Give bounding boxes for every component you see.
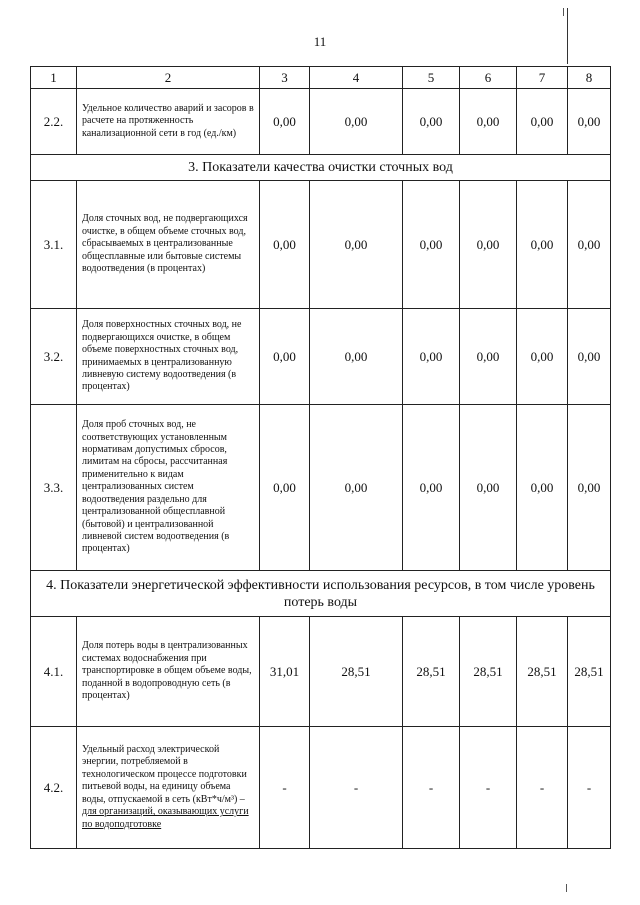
description-underlined-text: для организаций, оказывающих услуги по водоподготовке bbox=[82, 806, 249, 830]
table-row bbox=[31, 405, 611, 571]
value-cell: 28,51 bbox=[403, 617, 460, 727]
value-cell: 0,00 bbox=[403, 405, 460, 571]
value-cell: 0,00 bbox=[460, 405, 517, 571]
value-cell: 0,00 bbox=[260, 405, 310, 571]
column-header: 3 bbox=[260, 67, 310, 89]
value-cell: 0,00 bbox=[310, 405, 403, 571]
table-row bbox=[31, 617, 611, 727]
indicator-description bbox=[77, 617, 260, 727]
column-header: 6 bbox=[460, 67, 517, 89]
value-cell: 0,00 bbox=[517, 181, 568, 309]
column-header: 4 bbox=[310, 67, 403, 89]
value-cell: 0,00 bbox=[260, 181, 310, 309]
row-number: 2.2. bbox=[31, 89, 77, 155]
margin-tick-top bbox=[563, 8, 564, 16]
column-header: 5 bbox=[403, 67, 460, 89]
indicator-description bbox=[77, 181, 260, 309]
value-cell: 0,00 bbox=[403, 181, 460, 309]
value-cell: 0,00 bbox=[517, 309, 568, 405]
table-body bbox=[31, 67, 611, 849]
page-number: 11 bbox=[313, 34, 327, 49]
value-cell: - bbox=[460, 727, 517, 849]
table-row bbox=[31, 181, 611, 309]
description-text: Удельное количество аварий и засоров в расчете на протяженность канализационной сети в год (ед./км) bbox=[82, 102, 254, 139]
column-header: 8 bbox=[568, 67, 611, 89]
value-cell: 0,00 bbox=[517, 89, 568, 155]
value-cell: 28,51 bbox=[517, 617, 568, 727]
value-cell: 0,00 bbox=[568, 405, 611, 571]
description-text: Удельный расход электрической энергии, потребляемой в технологическом процессе подготовки питьевой воды, на единицу объема воды, отпускаемой в сеть (кВт*ч/м³) – bbox=[82, 744, 247, 805]
value-cell: 0,00 bbox=[310, 181, 403, 309]
value-cell: - bbox=[517, 727, 568, 849]
table-row bbox=[31, 309, 611, 405]
section-title: 4. Показатели энергетической эффективности использования ресурсов, в том числе уровень потерь воды bbox=[31, 571, 611, 617]
margin-line bbox=[567, 8, 568, 64]
description-text: Доля поверхностных сточных вод, не подвергающихся очистке, в общем объеме поверхностных сточных вод, принимаемых в централизованную ливневую систему водоотведения (в процентах) bbox=[82, 319, 242, 393]
margin-tick-bottom bbox=[566, 884, 567, 892]
value-cell: 28,51 bbox=[460, 617, 517, 727]
value-cell: 0,00 bbox=[460, 181, 517, 309]
section-title: 3. Показатели качества очистки сточных вод bbox=[31, 155, 611, 181]
section-header-row bbox=[31, 155, 611, 181]
description-text: Доля потерь воды в централизованных системах водоснабжения при транспортировке в общем объеме воды, поданной в водопроводную сеть (в процентах) bbox=[82, 640, 252, 702]
column-header-row bbox=[31, 67, 611, 89]
value-cell: 28,51 bbox=[310, 617, 403, 727]
value-cell: - bbox=[403, 727, 460, 849]
row-number: 3.2. bbox=[31, 309, 77, 405]
section-header-row bbox=[31, 571, 611, 617]
value-cell: - bbox=[310, 727, 403, 849]
row-number: 3.3. bbox=[31, 405, 77, 571]
value-cell: 0,00 bbox=[568, 309, 611, 405]
value-cell: 0,00 bbox=[460, 309, 517, 405]
value-cell: 31,01 bbox=[260, 617, 310, 727]
value-cell: 0,00 bbox=[403, 89, 460, 155]
description-text: Доля проб сточных вод, не соответствующих установленным нормативам допустимых сбросов, лимитам на сбросы, рассчитанная применительно к видам централизованных систем водоотведения раздельно для централизованной общесплавной (бытовой) и централизованной ливневой систем водоотведения (в процентах) bbox=[82, 419, 230, 555]
value-cell: 0,00 bbox=[568, 181, 611, 309]
value-cell: 0,00 bbox=[403, 309, 460, 405]
indicator-description bbox=[77, 727, 260, 849]
value-cell: 0,00 bbox=[460, 89, 517, 155]
table-row bbox=[31, 89, 611, 155]
value-cell: - bbox=[260, 727, 310, 849]
value-cell: 0,00 bbox=[260, 89, 310, 155]
row-number: 4.2. bbox=[31, 727, 77, 849]
table-row bbox=[31, 727, 611, 849]
indicator-description bbox=[77, 309, 260, 405]
value-cell: - bbox=[568, 727, 611, 849]
value-cell: 0,00 bbox=[568, 89, 611, 155]
description-text: Доля сточных вод, не подвергающихся очистке, в общем объеме сточных вод, сбрасываемых в централизованные общесплавные или бытовые системы водоотведения (в процентах) bbox=[82, 213, 248, 275]
indicators-table bbox=[30, 66, 611, 849]
indicator-description bbox=[77, 405, 260, 571]
row-number: 4.1. bbox=[31, 617, 77, 727]
value-cell: 28,51 bbox=[568, 617, 611, 727]
value-cell: 0,00 bbox=[260, 309, 310, 405]
indicator-description bbox=[77, 89, 260, 155]
column-header: 2 bbox=[77, 67, 260, 89]
value-cell: 0,00 bbox=[310, 89, 403, 155]
column-header: 7 bbox=[517, 67, 568, 89]
value-cell: 0,00 bbox=[310, 309, 403, 405]
value-cell: 0,00 bbox=[517, 405, 568, 571]
row-number: 3.1. bbox=[31, 181, 77, 309]
column-header: 1 bbox=[31, 67, 77, 89]
